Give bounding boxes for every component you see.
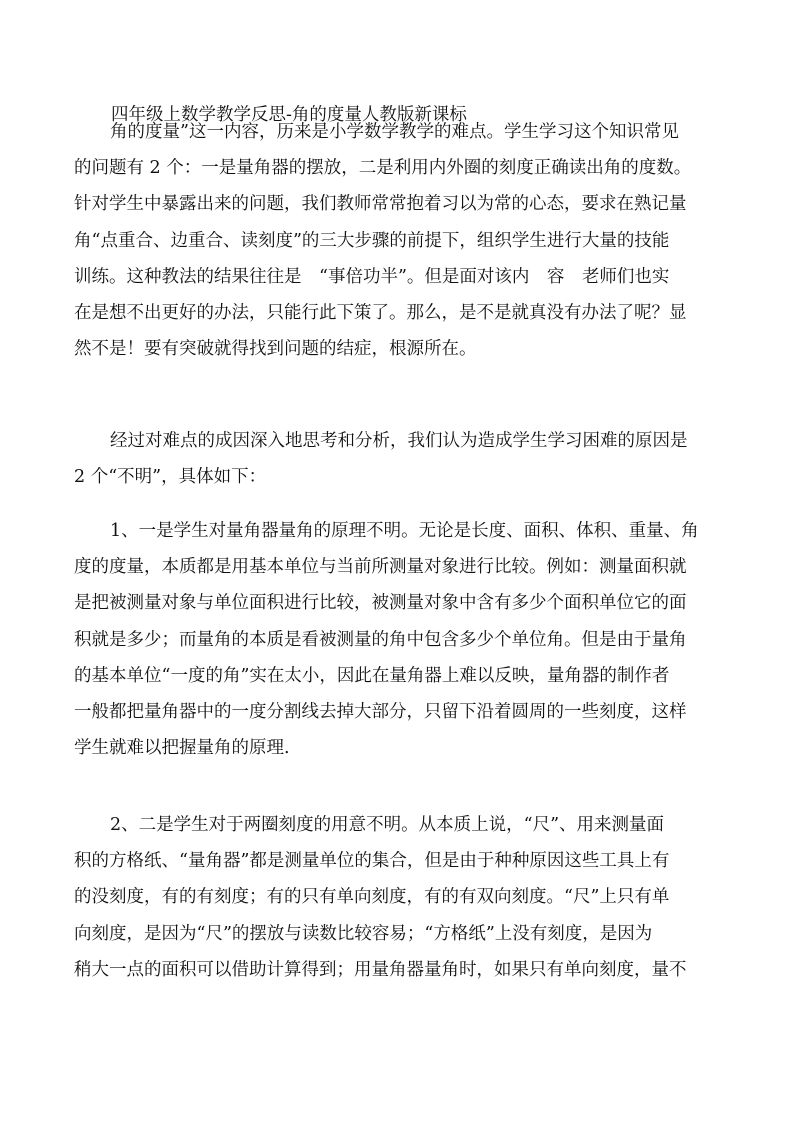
text-line: 积的方格纸、“量角器”都是测量单位的集合，但是由于种种原因这些工具上有 (74, 851, 670, 872)
text-line: 经过对难点的成因深入地思考和分析，我们认为造成学生学习困难的原因是 (110, 431, 688, 451)
paragraph-3 (74, 513, 722, 766)
paragraph-1 (74, 114, 722, 367)
text-line: 角的度量”这一内容，历来是小学数学教学的难点。学生学习这个知识常见 (110, 122, 679, 142)
text-line: 1、一是学生对量角器量角的原理不明。无论是长度、面积、体积、重量、角 (110, 521, 699, 541)
text-line: 训练。这种教法的结果往往是 “事倍功半”。但是面对该内 容 老师们也实 (74, 266, 670, 287)
text-line: 是把被测量对象与单位面积进行比较，被测量对象中含有多少个面积单位它的面 (74, 593, 687, 614)
text-line: 角“点重合、边重合、读刻度”的三大步骤的前提下，组织学生进行大量的技能 (74, 230, 670, 251)
text-line: 的没刻度，有的有刻度；有的只有单向刻度，有的有双向刻度。“尺”上只有单 (74, 887, 670, 908)
text-line: 2、二是学生对于两圈刻度的用意不明。从本质上说，“尺”、用来测量面 (110, 815, 665, 835)
text-line: 向刻度，是因为“尺”的摆放与读数比较容易；“方格纸”上没有刻度，是因为 (74, 923, 653, 944)
text-line: 的问题有 2 个：一是量角器的摆放，二是利用内外圈的刻度正确读出角的度数。 (74, 158, 692, 179)
text-line: 然不是！要有突破就得找到问题的结症，根源所在。 (74, 339, 477, 360)
text-line: 2 个“不明”，具体如下： (74, 467, 267, 488)
text-line: 一般都把量角器中的一度分割线去掉大部分，只留下沿着圆周的一些刻度，这样 (74, 701, 687, 722)
text-line: 学生就难以把握量角的原理. (74, 738, 290, 759)
document-title: 四年级上数学教学反思-角的度量人教版新课标 (111, 105, 467, 125)
paragraph-2 (74, 423, 722, 495)
text-line: 针对学生中暴露出来的问题，我们教师常常抱着习以为常的心态，要求在熟记量 (74, 194, 687, 215)
text-line: 稍大一点的面积可以借助计算得到；用量角器量角时，如果只有单向刻度，量不 (74, 959, 687, 980)
text-line: 度的度量，本质都是用基本单位与当前所测量对象进行比较。例如：测量面积就 (74, 557, 687, 578)
text-line: 积就是多少；而量角的本质是看被测量的角中包含多少个单位角。但是由于量角 (74, 629, 687, 650)
text-line: 的基本单位“一度的角”实在太小，因此在量角器上难以反映，量角器的制作者 (74, 665, 670, 686)
text-line: 在是想不出更好的办法，只能行此下策了。那么，是不是就真没有办法了呢？显 (74, 302, 687, 323)
paragraph-4 (74, 807, 722, 988)
